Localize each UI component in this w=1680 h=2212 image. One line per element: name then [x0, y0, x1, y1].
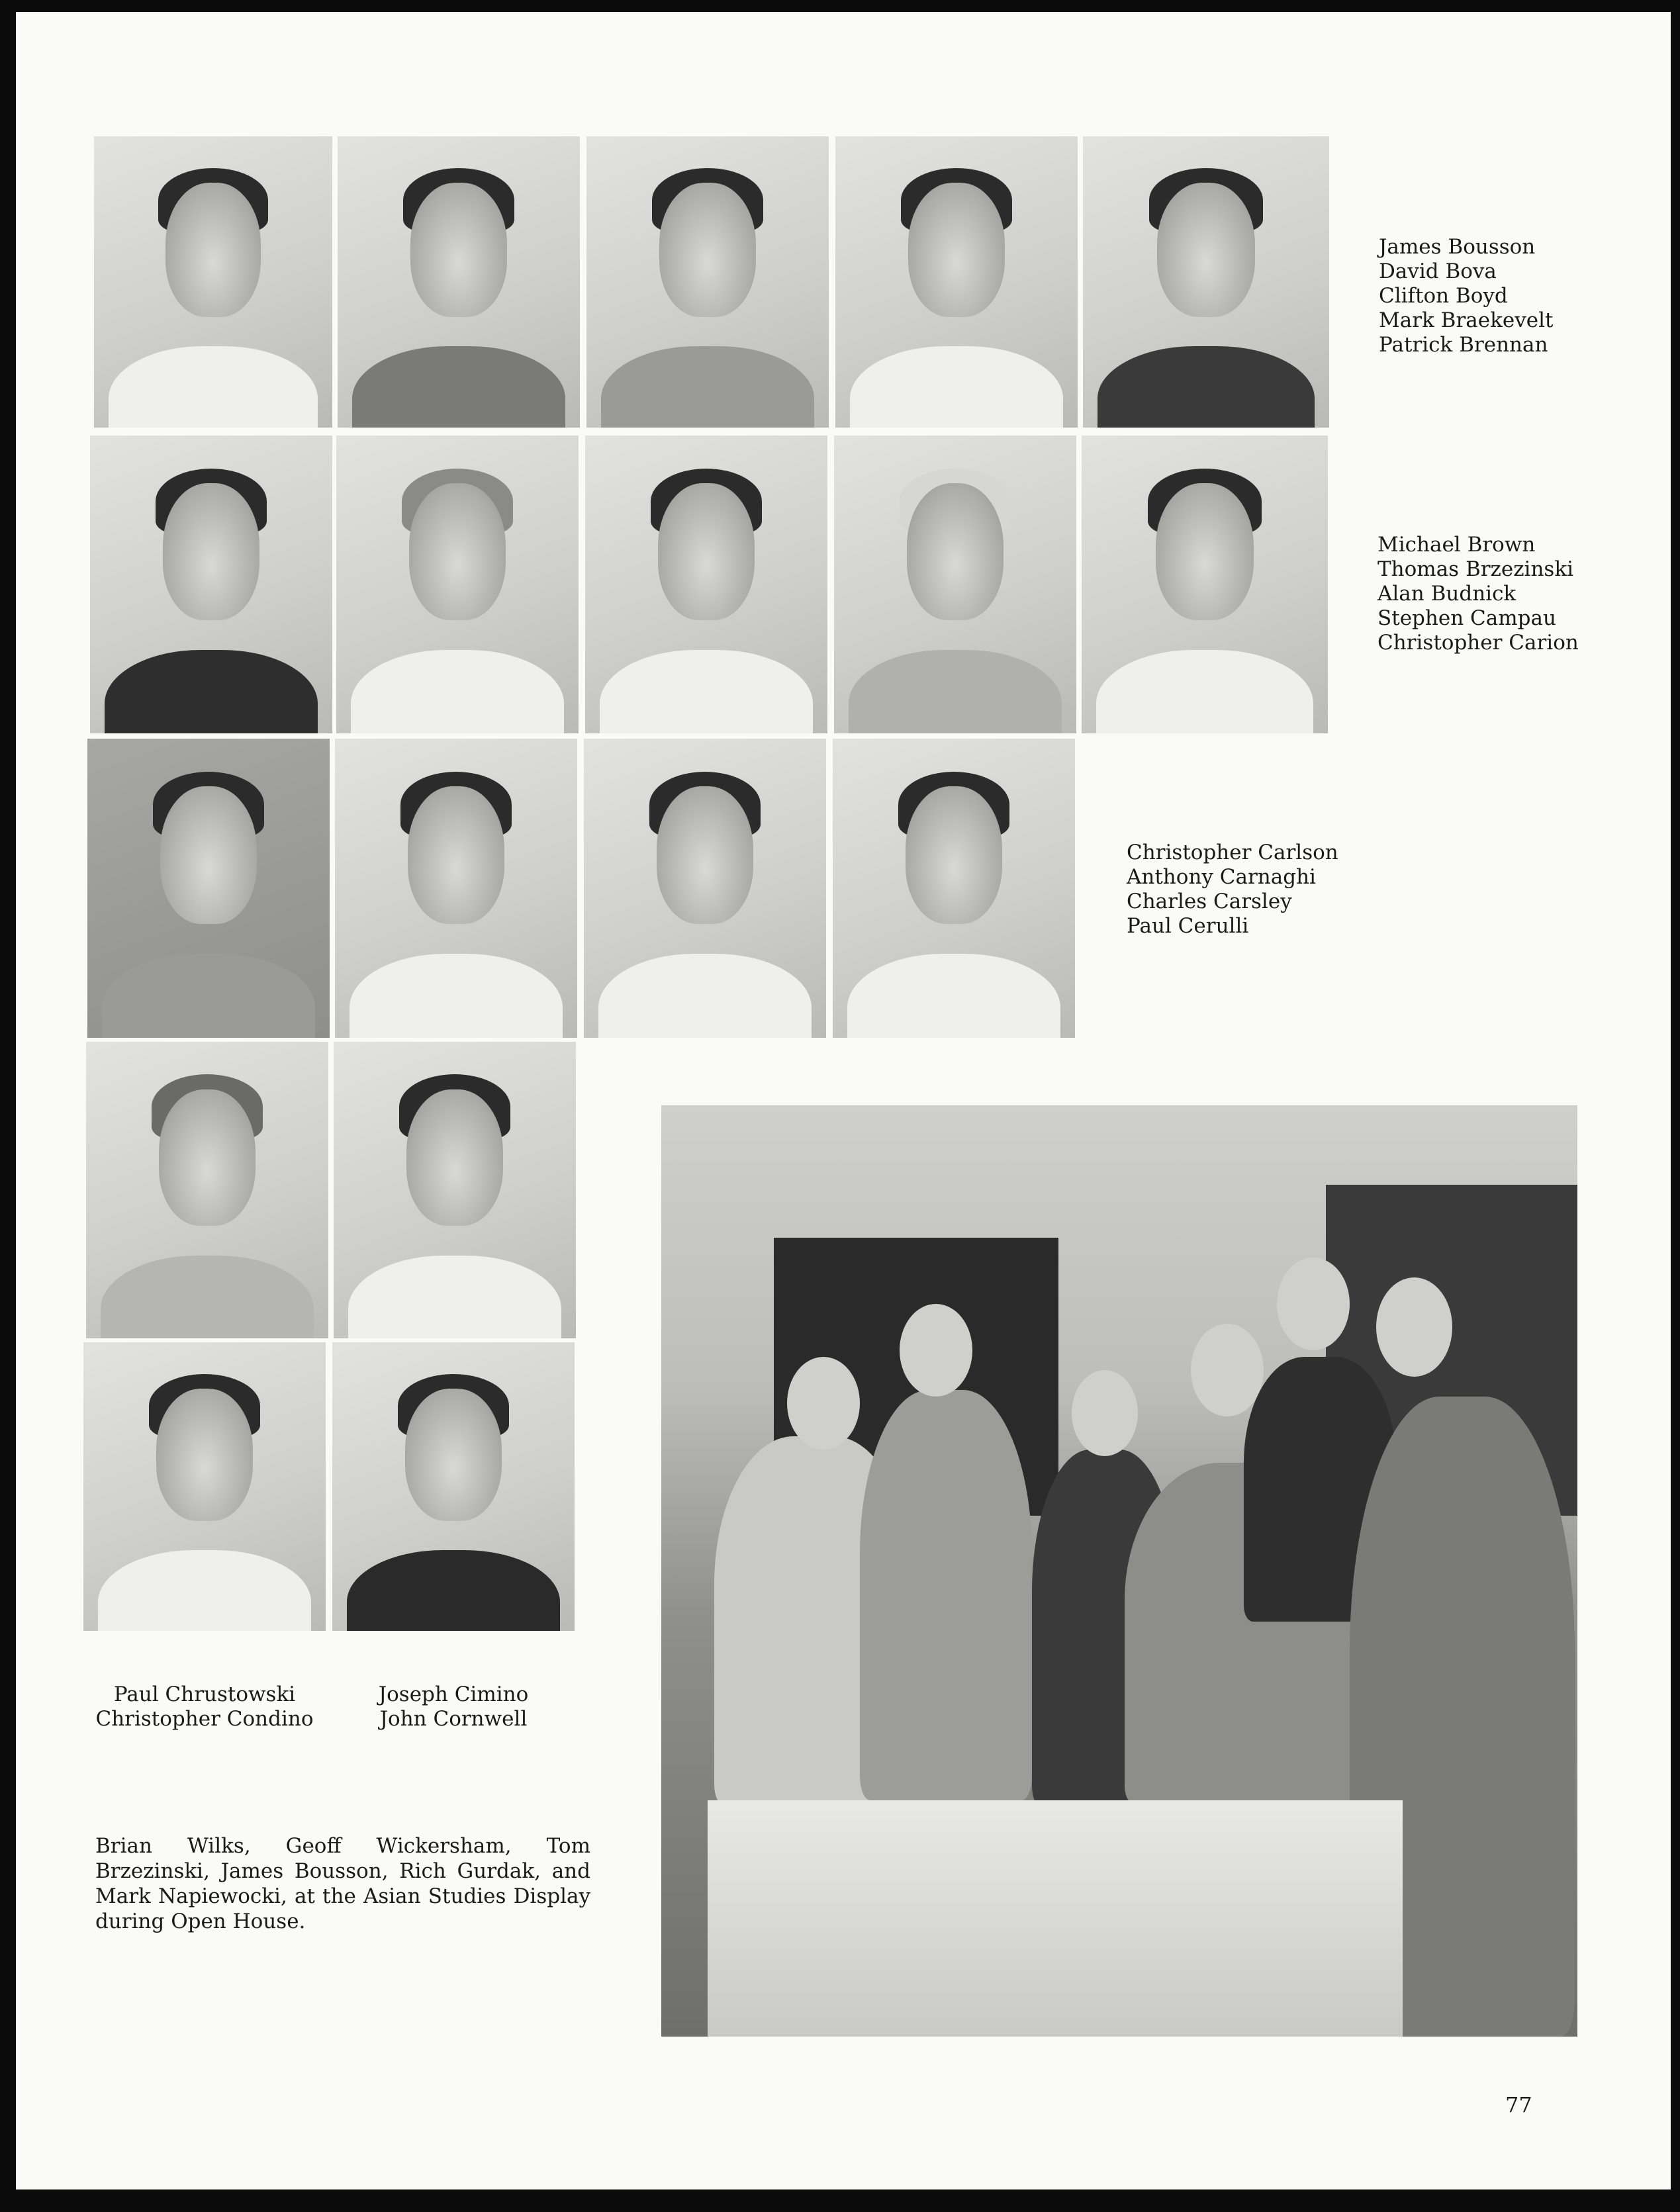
portrait-photo: [335, 739, 577, 1038]
portrait-photo: [334, 1042, 576, 1338]
portrait-photo: [83, 1342, 326, 1631]
bottom-left-names-col-1: [82, 1682, 327, 1731]
student-name: Charles Carsley: [1127, 890, 1292, 913]
portrait-photo: [586, 136, 829, 428]
student-name: Christopher Carlson: [1127, 841, 1338, 864]
row-1-names: [1379, 235, 1553, 357]
yearbook-page: [16, 12, 1671, 2189]
portrait-photo: [1082, 436, 1328, 733]
page-number: 77: [1505, 2092, 1532, 2117]
portrait-photo: [834, 436, 1076, 733]
student-name: Mark Braekevelt: [1379, 308, 1554, 332]
student-name: Joseph Cimino: [378, 1682, 529, 1706]
portrait-photo: [336, 436, 579, 733]
row-2-names: [1377, 533, 1579, 655]
portrait-photo: [87, 739, 330, 1038]
student-name: John Cornwell: [379, 1707, 528, 1731]
student-name: Stephen Campau: [1377, 606, 1556, 630]
portrait-photo: [835, 136, 1078, 428]
portrait-photo: [86, 1042, 328, 1338]
group-photo: [661, 1105, 1577, 2037]
portrait-photo: [585, 436, 827, 733]
group-photo-caption: Brian Wilks, Geoff Wickersham, Tom Brzezinski, James Bousson, Rich Gurdak, and Mark Napiewocki, at the Asian Studies Display during Open House.: [95, 1834, 590, 1933]
portrait-photo: [584, 739, 826, 1038]
portrait-photo: [94, 136, 332, 428]
bottom-left-names-col-2: [331, 1682, 576, 1731]
student-name: Clifton Boyd: [1379, 284, 1508, 308]
student-name: Alan Budnick: [1377, 582, 1517, 606]
portrait-photo: [833, 739, 1075, 1038]
student-name: James Bousson: [1379, 235, 1536, 259]
student-name: Paul Cerulli: [1127, 914, 1249, 938]
student-name: Patrick Brennan: [1379, 333, 1548, 357]
student-name: Anthony Carnaghi: [1127, 865, 1316, 889]
portrait-photo: [90, 436, 332, 733]
student-name: Paul Chrustowski: [113, 1682, 296, 1706]
portrait-photo: [338, 136, 580, 428]
student-name: Christopher Condino: [95, 1707, 314, 1731]
student-name: Christopher Carion: [1377, 631, 1579, 655]
student-name: David Bova: [1379, 259, 1497, 283]
portrait-photo: [1083, 136, 1329, 428]
portrait-photo: [332, 1342, 575, 1631]
student-name: Thomas Brzezinski: [1377, 557, 1574, 581]
row-3-names: [1127, 841, 1338, 939]
student-name: Michael Brown: [1377, 533, 1536, 557]
